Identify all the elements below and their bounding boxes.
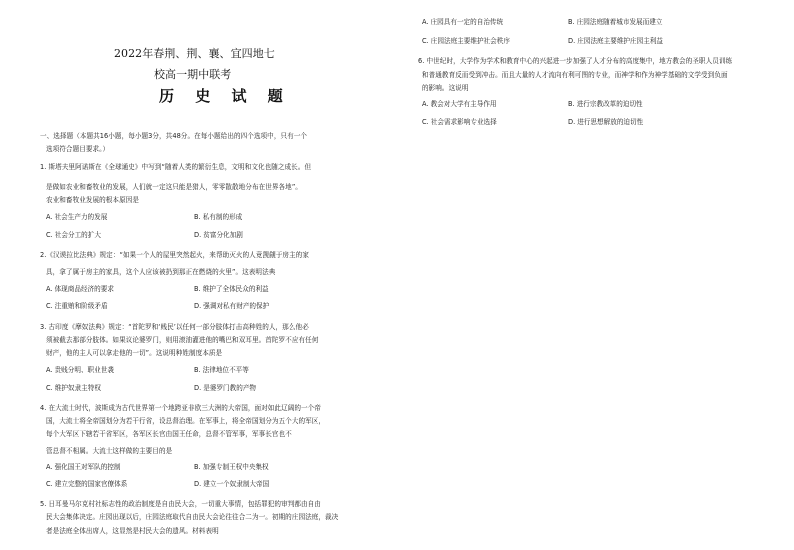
instructions-line: 一、选择题（本题共16小题，每小题3分，共48分。在每小题给出的四个选项中，只有一个 — [40, 132, 308, 140]
question-2-option-a[interactable]: A. 体现商品经济的要求 — [46, 285, 114, 293]
question-6-option-b[interactable]: B. 进行宗教改革的迫切性 — [568, 100, 643, 108]
question-5-option-b[interactable]: B. 庄园法庭随着城市发展而建立 — [568, 18, 663, 26]
question-5-text: 者是法庭全体出席人，这显然是村民大会的遗风。材料表明 — [46, 527, 219, 535]
question-3-option-d[interactable]: D. 是婆罗门教的产物 — [194, 384, 257, 392]
question-5-text: 民大会集体决定。庄园出现以后，庄园法庭取代自由民大会论往往合二为一。初期的庄园法庭，裁决 — [46, 513, 339, 521]
question-4-option-b[interactable]: B. 加强专制王权中央集权 — [194, 463, 269, 471]
question-1-option-c[interactable]: C. 社会分工的扩大 — [46, 231, 101, 239]
question-1-text: 1. 斯塔夫里阿诺斯在《全球通史》中写到“随着人类的繁衍生息，文明和文化也随之成长。但 — [40, 163, 312, 171]
question-4-text: 每个大军区下辖若干省军区，各军区长官由国王任命，总督不管军事，军事长官也不 — [46, 430, 292, 438]
question-1-option-b[interactable]: B. 私有制的形成 — [194, 213, 243, 221]
question-2-text: 2.《汉谟拉比法典》规定：“如果一个人的屋里突然起火，来帮助灭火的人竟觊觎于房主的家 — [40, 251, 309, 259]
question-6-text: 的影响。这说明 — [422, 84, 469, 92]
question-2-option-d[interactable]: D. 强调对私有财产的保护 — [194, 302, 270, 310]
question-3-text: 财产，他的主人可以拿走他的一切”。这说明种姓制度本质是 — [46, 349, 223, 357]
question-4-option-c[interactable]: C. 建立完整的国家官僚体系 — [46, 480, 128, 488]
question-5-option-d[interactable]: D. 庄园法庭主要维护庄园主利益 — [568, 37, 663, 45]
question-2-option-b[interactable]: B. 维护了全体民众的利益 — [194, 285, 269, 293]
question-6-option-a[interactable]: A. 教会对大学有主导作用 — [422, 100, 497, 108]
question-3-text: 3. 古印度《摩奴法典》规定：“首陀罗和‘贱民’以任何一部分肢体打击高种姓的人，那么他必 — [40, 323, 309, 331]
question-4-text: 4. 在大流士时代，波斯成为古代世界第一个地跨亚非欧三大洲的大帝国，面对如此辽阔的一个帝 — [40, 404, 321, 412]
exam-title-line2: 校高一期中联考 — [154, 68, 232, 81]
question-6-option-d[interactable]: D. 进行思想解放的迫切性 — [568, 118, 644, 126]
instructions-line: 选项符合题目要求。） — [46, 145, 110, 153]
question-5-option-c[interactable]: C. 庄园法庭主要维护社会秩序 — [422, 37, 510, 45]
question-1-text: 农业和畜牧业发展的根本原因是 — [46, 196, 140, 204]
question-2-option-c[interactable]: C. 注重贿和阶级矛盾 — [46, 302, 108, 310]
question-5-option-a[interactable]: A. 庄园具有一定的自治传统 — [422, 18, 504, 26]
question-3-text: 须被截去那部分肢体。如果议论婆罗门，则用滚油灌进他的嘴巴和双耳里。首陀罗不应有任何 — [46, 336, 319, 344]
question-2-text: 具，拿了属于房主的家具，这个人应该被扔到那正在燃烧的火里”。这表明法典 — [46, 268, 276, 276]
question-5-text: 5. 日耳曼马尔克村社标志性的政治制度是自由民大会，一切重大事情，包括罪犯的审判都由自由 — [40, 500, 321, 508]
question-4-option-a[interactable]: A. 强化国王对军队的控制 — [46, 463, 121, 471]
question-6-option-c[interactable]: C. 社会需求影响专业选择 — [422, 118, 497, 126]
question-4-text: 国，大流士将全帝国划分为若干行省，设总督治理。在军事上，将全帝国划分为五个大的军区， — [46, 417, 326, 425]
exam-title-subject: 历 史 试 题 — [159, 87, 291, 105]
question-1-option-a[interactable]: A. 社会生产力的发展 — [46, 213, 108, 221]
question-6-text: 6. 中世纪时，大学作为学术和教育中心的兴起进一步加强了人才分布的高度集中，地方教会的圣职人员训练 — [418, 57, 733, 65]
question-3-option-c[interactable]: C. 维护奴隶主特权 — [46, 384, 101, 392]
question-4-option-d[interactable]: D. 建立一个奴隶制大帝国 — [194, 480, 270, 488]
question-1-option-d[interactable]: D. 贫富分化加剧 — [194, 231, 243, 239]
exam-title-line1: 2022年春荆、荆、襄、宜四地七 — [114, 47, 275, 60]
question-6-text: 和普通教育反而受到冲击。而且大量的人才流向有利可图的专业，而神学和作为神学基础的文学受到负面 — [422, 71, 728, 79]
question-3-option-b[interactable]: B. 法律地位不平等 — [194, 366, 249, 374]
question-1-text: 是做如农业和畜牧业的发展，人们就一定这只能是猎人，零零散散地分布在世界各地”。 — [46, 183, 302, 191]
question-4-text: 管总督不相属。大流士这样做的主要目的是 — [46, 447, 173, 455]
question-3-option-a[interactable]: A. 贵贱分明、职业世袭 — [46, 366, 114, 374]
